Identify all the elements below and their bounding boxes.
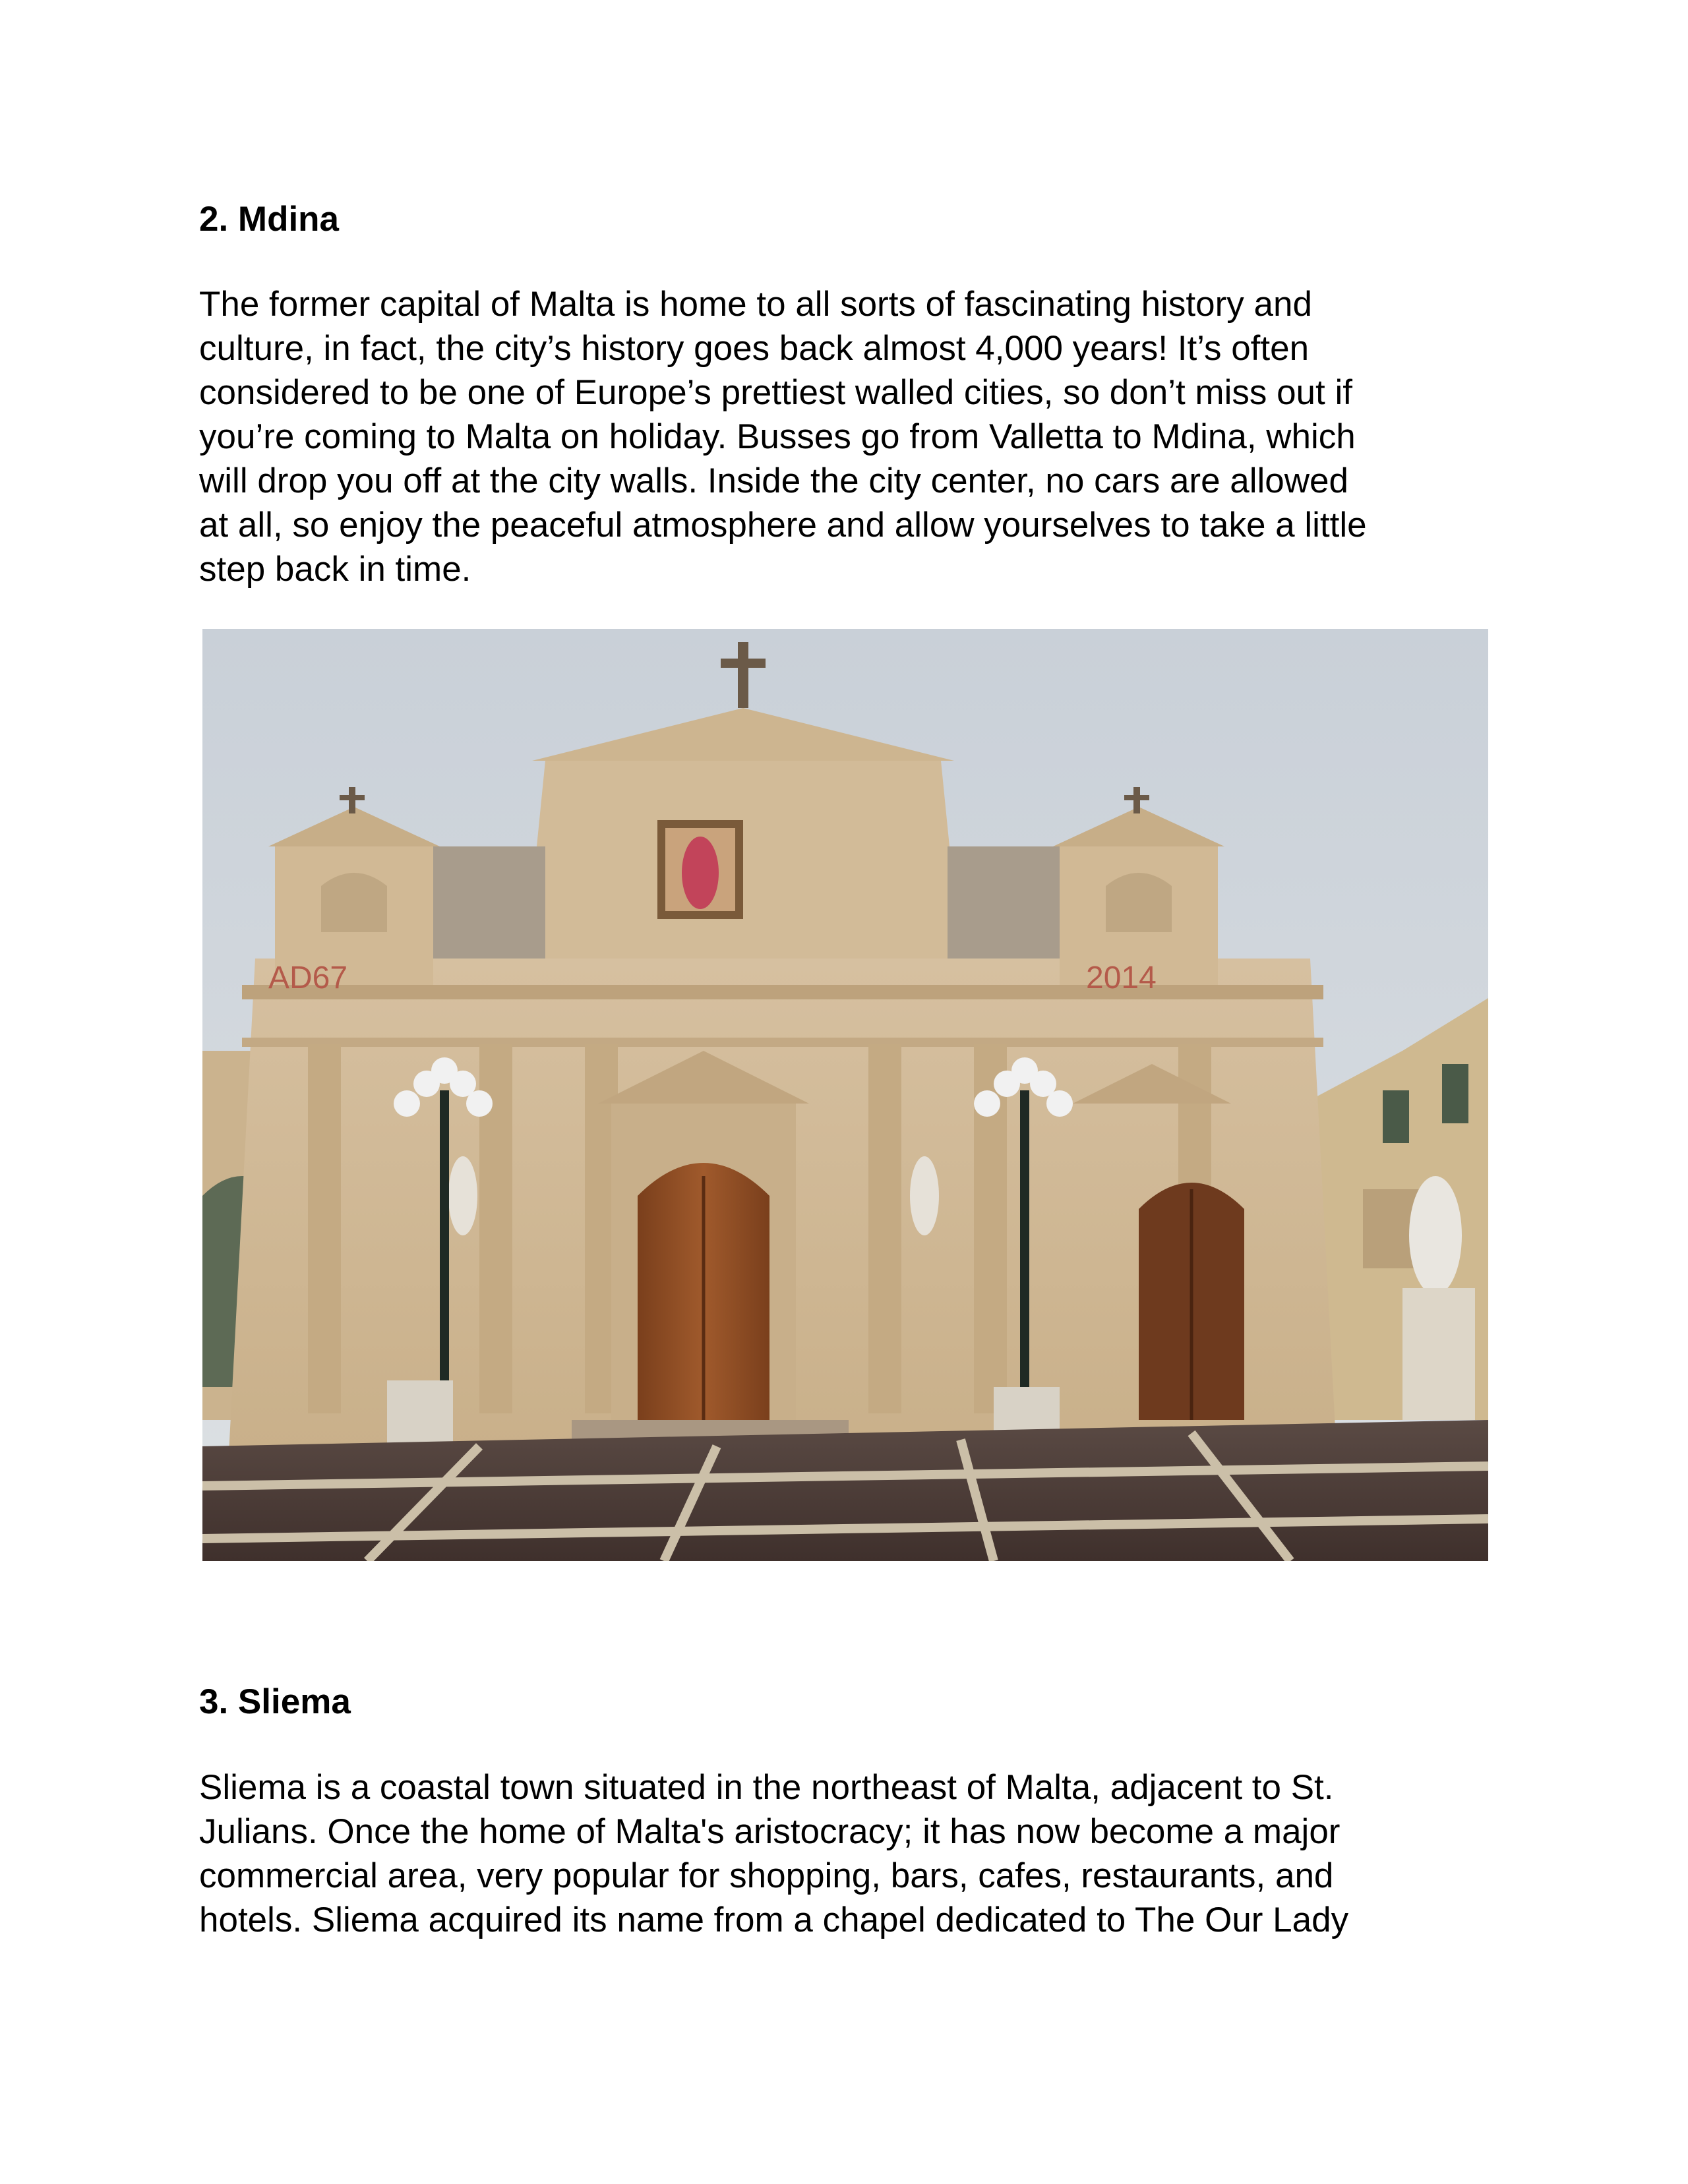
church-facade-illustration	[202, 629, 1488, 1561]
paragraph-line: step back in time.	[199, 550, 471, 589]
facade-inscription-right: 2014	[1086, 960, 1157, 995]
paragraph-line: hotels. Sliema acquired its name from a chapel dedicated to The Our Lady	[199, 1901, 1349, 1939]
paragraph-line: will drop you off at the city walls. Inside the city center, no cars are allowed	[199, 461, 1348, 500]
paragraph-line: you’re coming to Malta on holiday. Busses go from Valletta to Mdina, which	[199, 417, 1356, 456]
paragraph-line: culture, in fact, the city’s history goes back almost 4,000 years! It’s often	[199, 329, 1310, 368]
church-facade-photo	[202, 629, 1488, 1561]
facade-inscription-left: AD67	[268, 960, 348, 995]
paragraph-line: considered to be one of Europe’s prettiest walled cities, so don’t miss out if	[199, 373, 1352, 412]
paragraph-line: at all, so enjoy the peaceful atmosphere and allow yourselves to take a little	[199, 506, 1367, 545]
paragraph-line: The former capital of Malta is home to all sorts of fascinating history and	[199, 285, 1312, 324]
section-heading-mdina: 2. Mdina	[199, 200, 340, 239]
section-paragraph-mdina	[199, 282, 1508, 591]
section-paragraph-sliema	[199, 1765, 1508, 1942]
paragraph-line: Julians. Once the home of Malta's aristocracy; it has now become a major	[199, 1812, 1341, 1851]
paragraph-line: Sliema is a coastal town situated in the northeast of Malta, adjacent to St.	[199, 1768, 1334, 1807]
paragraph-line: commercial area, very popular for shopping, bars, cafes, restaurants, and	[199, 1856, 1334, 1895]
section-heading-sliema: 3. Sliema	[199, 1682, 351, 1721]
